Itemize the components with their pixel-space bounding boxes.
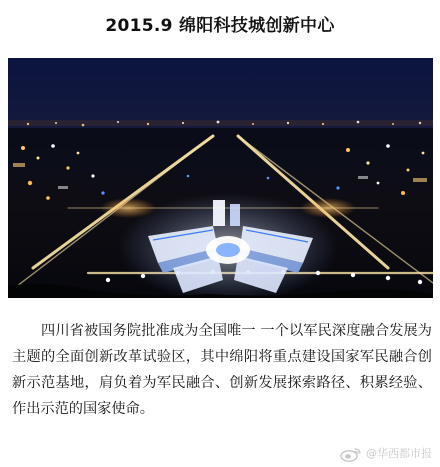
weibo-watermark	[340, 446, 432, 462]
night-aerial-photo	[8, 58, 433, 298]
body-paragraph: 四川省被国务院批准成为全国唯一 一个以军民深度融合发展为主题的全面创新改革试验区，其中绵阳将重点建设国家军民融合创新示范基地，肩负着为军民融合、创新发展探索路径、积累经验、作出示范的国家使命。	[12, 323, 432, 417]
document-title: 2015.9 绵阳科技城创新中心	[105, 16, 335, 36]
horizon-city-lights	[8, 120, 433, 126]
weibo-logo-icon	[340, 446, 362, 462]
watermark-text: @华西都市报	[366, 447, 432, 460]
warm-light-right	[300, 198, 356, 218]
warm-light-left	[100, 198, 156, 218]
photo-illustration	[8, 58, 433, 298]
